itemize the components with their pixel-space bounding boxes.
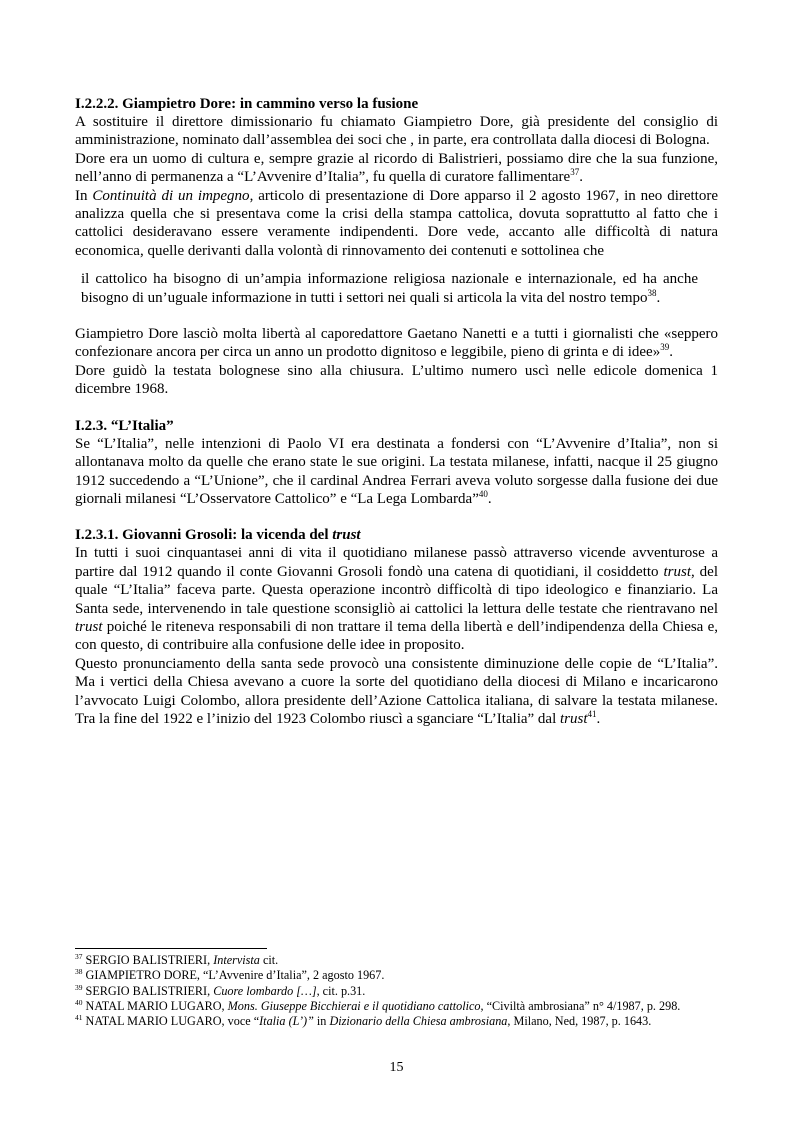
footnote: $^{39}$ SERGIO BALISTRIERI, Cuore lombardo […], cit. p.31. [75,982,366,998]
footnote-ref: 39 [660,342,670,353]
section-heading-2-2-2: I.2.2.2. Giampietro Dore: in cammino verso la fusione [75,96,419,112]
footnote: $^{37}$ SERGIO BALISTRIERI, Intervista cit. [75,951,279,967]
paragraph: Dore era un uomo di cultura e, sempre grazie al ricordo di Balistrieri, possiamo dire che la sua funzione, nell’anno di permanenza a “L’Avvenire d’Italia”, fu quella di curatore fallimentare$^{37}$. [75,150,718,186]
footnote-divider [75,948,267,949]
page-number: 15 [389,1060,404,1075]
page-body [75,95,718,728]
paragraph: Se “L’Italia”, nelle intenzioni di Paolo VI era destinata a fondersi con “L’Avvenire d’Italia”, non si allontanava molto da quelle che erano state le sue origini. La testata milanese, infatti, nacque il 25 giugno 1912 succedendo a “L’Unione”, che il cardinal Andrea Ferrari aveva voluto sorgesse dalla fusione dei due giornali milanesi “L’Osservatore Cattolico” e “La Lega Lombarda”$^{40}$. [75,435,718,507]
paragraph: Giampietro Dore lasciò molta libertà al caporedattore Gaetano Nanetti e a tutti i giornalisti che «seppero confezionare ancora per circa un anno un prodotto dignitoso e leggibile, pieno di grinta e di idee»$^{39}$. [75,326,718,361]
section-heading-2-3: I.2.3. “L’Italia” [75,417,174,434]
section-heading-2-3-1: I.2.3.1. Giovanni Grosoli: la vicenda del trust [75,527,361,544]
paragraph: A sostituire il direttore dimissionario fu chiamato Giampietro Dore, già presidente del consiglio di amministrazione, nominato dall’assemblea dei soci che , in parte, era controllata dalla diocesi di Bologna. [75,114,718,149]
footnotes [75,953,718,1029]
footnote-ref: 40 [478,488,488,499]
footnote: $^{40}$ NATAL MARIO LUGARO, Mons. Giuseppe Bicchierai e il quotidiano cattolico, “Civiltà ambrosiana” n° 4/1987, p. 298. [75,997,681,1013]
paragraph: Questo pronunciamento della santa sede provocò una consistente diminuzione delle copie de “L’Italia”. Ma i vertici della Chiesa avevano a cuore la sorte del quotidiano della diocesi di Milano e incaricarono l’avvocato Luigi Colombo, allora presidente dell’Azione Cattolica italiana, di salvare la testata milanese. Tra la fine del 1922 e l’inizio del 1923 Colombo riuscì a sganciare “L’Italia” dal trust$^{41}$. [75,655,718,727]
paragraph: In Continuità di un impegno, articolo di presentazione di Dore apparso il 2 agosto 1967, in neo direttore analizza quella che si presentava come la crisi della stampa cattolica, dovuta soprattutto al fatto che i cattolici desideravano essere veramente indipendenti. Dore vede, accanto alle difficoltà di natura economica, quelle derivanti dalla volontà di rinnovamento dei contenuti e sottolinea che [75,187,718,259]
paragraph: Dore guidò la testata bolognese sino alla chiusura. L’ultimo numero uscì nelle edicole domenica 1 dicembre 1968. [75,362,718,398]
footnote-ref: 37 [570,167,580,178]
footnote-ref: 41 [587,708,597,719]
footnote: $^{38}$ GIAMPIETRO DORE, “L’Avvenire d’Italia”, 2 agosto 1967. [75,967,385,983]
block-quote: il cattolico ha bisogno di un’ampia informazione religiosa nazionale e internazionale, ed ha anche bisogno di un’uguale informazione in tutti i settori nei quali si articola la vita del nostro tempo$^{38}$. [81,271,698,306]
paragraph: In tutti i suoi cinquantasei anni di vita il quotidiano milanese passò attraverso vicende avventurose a partire dal 1912 quando il conte Giovanni Grosoli fondò una catena di quotidiani, il cosiddetto trust, del quale “L’Italia” faceva parte. Questa operazione incontrò difficoltà di tipo ideologico e finanziario. La Santa sede, intervenendo in tale questione sconsigliò ai cattolici la lettura delle testate che rientravano nel trust poiché le riteneva responsabili di non trattare il tema della libertà e dell’indipendenza della Chiesa e, con questo, di contribuire alla confusione delle idee in proposito. [75,545,719,654]
footnote-ref: 38 [647,287,657,298]
footnote: $^{41}$ NATAL MARIO LUGARO, voce “Italia (L’)” in Dizionario della Chiesa ambrosiana, Milano, Ned, 1987, p. 1643. [75,1013,652,1029]
